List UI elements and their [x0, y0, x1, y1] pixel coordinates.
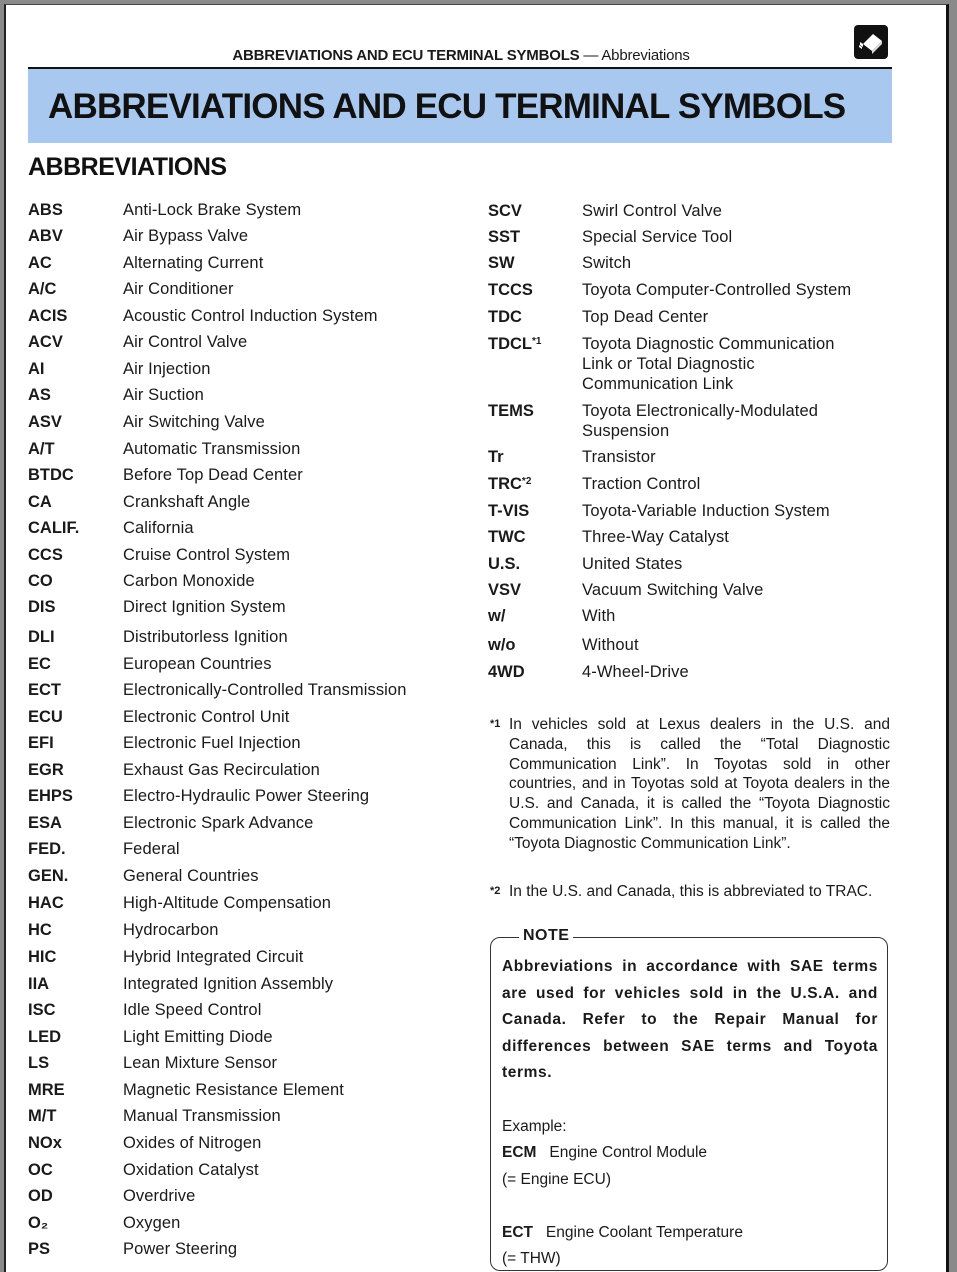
abbr-term: IIA — [28, 975, 50, 993]
definition-line: Link or Total Diagnostic — [582, 355, 755, 373]
abbr-term: SST — [488, 228, 521, 246]
abbr-term-text: TDCL — [488, 335, 532, 353]
footnote-text: In vehicles sold at Lexus dealers in the U.S. and Canada, this is called the “Total Diagnostic Communication Link”. In Toyotas sold in other countries, and in Toyotas sold at Toyota dealers in the U.S. and Canada, it is called the “Toyota Diagnostic Communication Link”. In this manual, it is called the “Toyota Diagnostic Communication Link”. — [509, 716, 890, 852]
abbr-definition: Manual Transmission — [123, 1107, 281, 1125]
book-icon — [854, 25, 888, 59]
abbr-definition: Electronic Spark Advance — [123, 814, 314, 832]
abbr-term: 4WD — [488, 663, 525, 681]
abbr-definition: United States — [582, 555, 683, 573]
abbr-definition: With — [582, 607, 616, 625]
abbr-term: TEMS — [488, 402, 534, 420]
abbr-definition: Magnetic Resistance Element — [123, 1081, 344, 1099]
example-item — [502, 1144, 707, 1162]
title-banner — [28, 69, 892, 143]
note-label: NOTE — [519, 927, 573, 945]
abbr-term: LED — [28, 1028, 61, 1046]
abbr-definition: Air Injection — [123, 360, 211, 378]
example-label: Example: — [502, 1118, 567, 1135]
abbr-term: EFI — [28, 734, 54, 752]
abbr-definition: Alternating Current — [123, 254, 264, 272]
abbr-term: OD — [28, 1187, 53, 1205]
abbr-term: ABV — [28, 227, 63, 245]
abbr-term: TWC — [488, 528, 526, 546]
abbr-term: EC — [28, 655, 51, 673]
note-body: Abbreviations in accordance with SAE terms are used for vehicles sold in the U.S.A. and Canada. Refer to the Repair Manual for differences between SAE terms and Toyota terms. — [502, 958, 878, 1082]
example-definition: Engine Coolant Temperature — [545, 1224, 743, 1241]
abbr-term: EGR — [28, 761, 64, 779]
abbr-definition: Air Control Valve — [123, 333, 248, 351]
abbr-term — [488, 334, 541, 354]
example-abbr: ECT — [502, 1224, 533, 1241]
footnote — [490, 715, 890, 854]
abbr-term: ACV — [28, 333, 63, 351]
abbr-term: M/T — [28, 1107, 57, 1125]
definition-line: Toyota Electronically-Modulated — [582, 402, 819, 420]
abbr-term: OC — [28, 1161, 53, 1179]
abbr-definition: General Countries — [123, 867, 259, 885]
abbr-term: PS — [28, 1240, 51, 1258]
abbr-definition: Exhaust Gas Recirculation — [123, 761, 320, 779]
abbr-term: T-VIS — [488, 502, 530, 520]
running-head-subsection: — Abbreviations — [579, 47, 690, 64]
abbr-definition: Before Top Dead Center — [123, 466, 303, 484]
abbr-term: BTDC — [28, 466, 74, 484]
abbr-definition: Distributorless Ignition — [123, 628, 288, 646]
abbr-term: ABS — [28, 201, 63, 219]
abbr-term: DLI — [28, 628, 55, 646]
abbr-term: FED. — [28, 840, 66, 858]
abbr-definition: Automatic Transmission — [123, 440, 301, 458]
abbr-term: w/ — [488, 607, 506, 625]
abbr-definition: Air Conditioner — [123, 280, 234, 298]
abbr-definition: Traction Control — [582, 475, 701, 493]
abbr-definition: Swirl Control Valve — [582, 202, 723, 220]
abbr-definition: Electro-Hydraulic Power Steering — [123, 787, 370, 805]
abbr-definition: Air Bypass Valve — [123, 227, 249, 245]
abbr-term: ISC — [28, 1001, 56, 1019]
abbr-definition: Electronic Control Unit — [123, 708, 290, 726]
abbr-definition: European Countries — [123, 655, 272, 673]
abbr-definition: Three-Way Catalyst — [582, 528, 729, 546]
abbr-term: CO — [28, 572, 53, 590]
footnote-text: In the U.S. and Canada, this is abbreviated to TRAC. — [509, 883, 873, 900]
example-definition: Engine Control Module — [549, 1144, 708, 1161]
note-box — [490, 927, 888, 1271]
abbr-term: EHPS — [28, 787, 73, 805]
abbr-definition: Without — [582, 636, 639, 654]
footnote-reference: *1 — [532, 336, 542, 347]
abbr-definition: Vacuum Switching Valve — [582, 581, 764, 599]
example-equivalent: (= Engine ECU) — [502, 1171, 611, 1188]
footnote-mark: *2 — [490, 885, 501, 897]
abbr-definition: 4-Wheel-Drive — [582, 663, 689, 681]
abbr-term: LS — [28, 1054, 50, 1072]
running-head — [6, 47, 916, 64]
abbr-term: TCCS — [488, 281, 533, 299]
abbr-term: ESA — [28, 814, 62, 832]
abbr-definition: Oxidation Catalyst — [123, 1161, 259, 1179]
abbr-definition: Acoustic Control Induction System — [123, 307, 378, 325]
abbr-term: HC — [28, 921, 52, 939]
abbr-term: CA — [28, 493, 52, 511]
abbr-term: DIS — [28, 598, 56, 616]
page-title: ABBREVIATIONS AND ECU TERMINAL SYMBOLS — [48, 87, 846, 126]
footnote-reference: *2 — [521, 476, 532, 487]
abbr-definition: California — [123, 519, 194, 537]
abbr-term: VSV — [488, 581, 522, 599]
abbr-term: SCV — [488, 202, 522, 220]
abbr-term: Tr — [488, 448, 504, 466]
abbr-definition: Cruise Control System — [123, 546, 291, 564]
abbr-definition: Oxygen — [123, 1214, 181, 1232]
abbr-definition: Switch — [582, 254, 632, 272]
abbr-term: SW — [488, 254, 515, 272]
abbr-definition: Toyota Computer-Controlled System — [582, 281, 852, 299]
abbr-term: U.S. — [488, 555, 521, 573]
abbr-definition: Crankshaft Angle — [123, 493, 251, 511]
abbr-definition: Oxides of Nitrogen — [123, 1134, 262, 1152]
definition-line: Communication Link — [582, 375, 734, 393]
example-item — [502, 1224, 743, 1242]
abbr-definition — [582, 334, 835, 394]
abbr-definition: Electronic Fuel Injection — [123, 734, 301, 752]
abbr-definition: Integrated Ignition Assembly — [123, 975, 334, 993]
abbr-definition: Hydrocarbon — [123, 921, 219, 939]
abbr-term: A/C — [28, 280, 57, 298]
abbr-term: ECT — [28, 681, 61, 699]
abbr-term: ACIS — [28, 307, 68, 325]
abbr-term: AS — [28, 386, 51, 404]
manual-page — [4, 4, 949, 1272]
abbr-definition: Special Service Tool — [582, 228, 733, 246]
footnote-mark: *1 — [490, 718, 501, 730]
abbr-definition: Power Steering — [123, 1240, 238, 1258]
abbr-term: ECU — [28, 708, 63, 726]
abbr-definition: Air Suction — [123, 386, 204, 404]
section-title: ABBREVIATIONS — [28, 153, 227, 181]
abbr-term-text: TRC — [488, 475, 522, 493]
running-head-section: ABBREVIATIONS AND ECU TERMINAL SYMBOLS — [232, 47, 580, 64]
abbr-definition — [582, 401, 818, 441]
abbr-term: AI — [28, 360, 45, 378]
abbr-definition: Air Switching Valve — [123, 413, 265, 431]
abbr-term: TDC — [488, 308, 522, 326]
abbr-term: AC — [28, 254, 52, 272]
abbr-term: HIC — [28, 948, 57, 966]
abbr-term: w/o — [488, 636, 516, 654]
abbr-term: GEN. — [28, 867, 69, 885]
abbr-term: MRE — [28, 1081, 65, 1099]
example-abbr: ECM — [502, 1144, 537, 1161]
abbr-term: NOx — [28, 1134, 62, 1152]
abbr-definition: Overdrive — [123, 1187, 196, 1205]
abbr-definition: High-Altitude Compensation — [123, 894, 332, 912]
abbr-definition: Anti-Lock Brake System — [123, 201, 302, 219]
abbr-definition: Light Emitting Diode — [123, 1028, 273, 1046]
abbr-term — [488, 474, 531, 494]
abbr-definition: Toyota-Variable Induction System — [582, 502, 830, 520]
abbr-definition: Federal — [123, 840, 180, 858]
example-equivalent: (= THW) — [502, 1250, 561, 1267]
abbr-definition: Direct Ignition System — [123, 598, 286, 616]
abbr-term: O₂ — [28, 1214, 49, 1232]
abbr-definition: Idle Speed Control — [123, 1001, 262, 1019]
abbr-term: ASV — [28, 413, 62, 431]
definition-line: Toyota Diagnostic Communication — [582, 335, 835, 353]
abbr-term: CCS — [28, 546, 63, 564]
abbr-definition: Electronically-Controlled Transmission — [123, 681, 407, 699]
abbr-definition: Transistor — [582, 448, 656, 466]
abbr-definition: Hybrid Integrated Circuit — [123, 948, 304, 966]
abbr-definition: Carbon Monoxide — [123, 572, 255, 590]
footnote — [490, 882, 890, 902]
abbr-term: A/T — [28, 440, 55, 458]
definition-line: Suspension — [582, 422, 670, 440]
abbr-term: HAC — [28, 894, 64, 912]
abbr-term: CALIF. — [28, 519, 80, 537]
abbr-definition: Lean Mixture Sensor — [123, 1054, 278, 1072]
abbr-definition: Top Dead Center — [582, 308, 709, 326]
